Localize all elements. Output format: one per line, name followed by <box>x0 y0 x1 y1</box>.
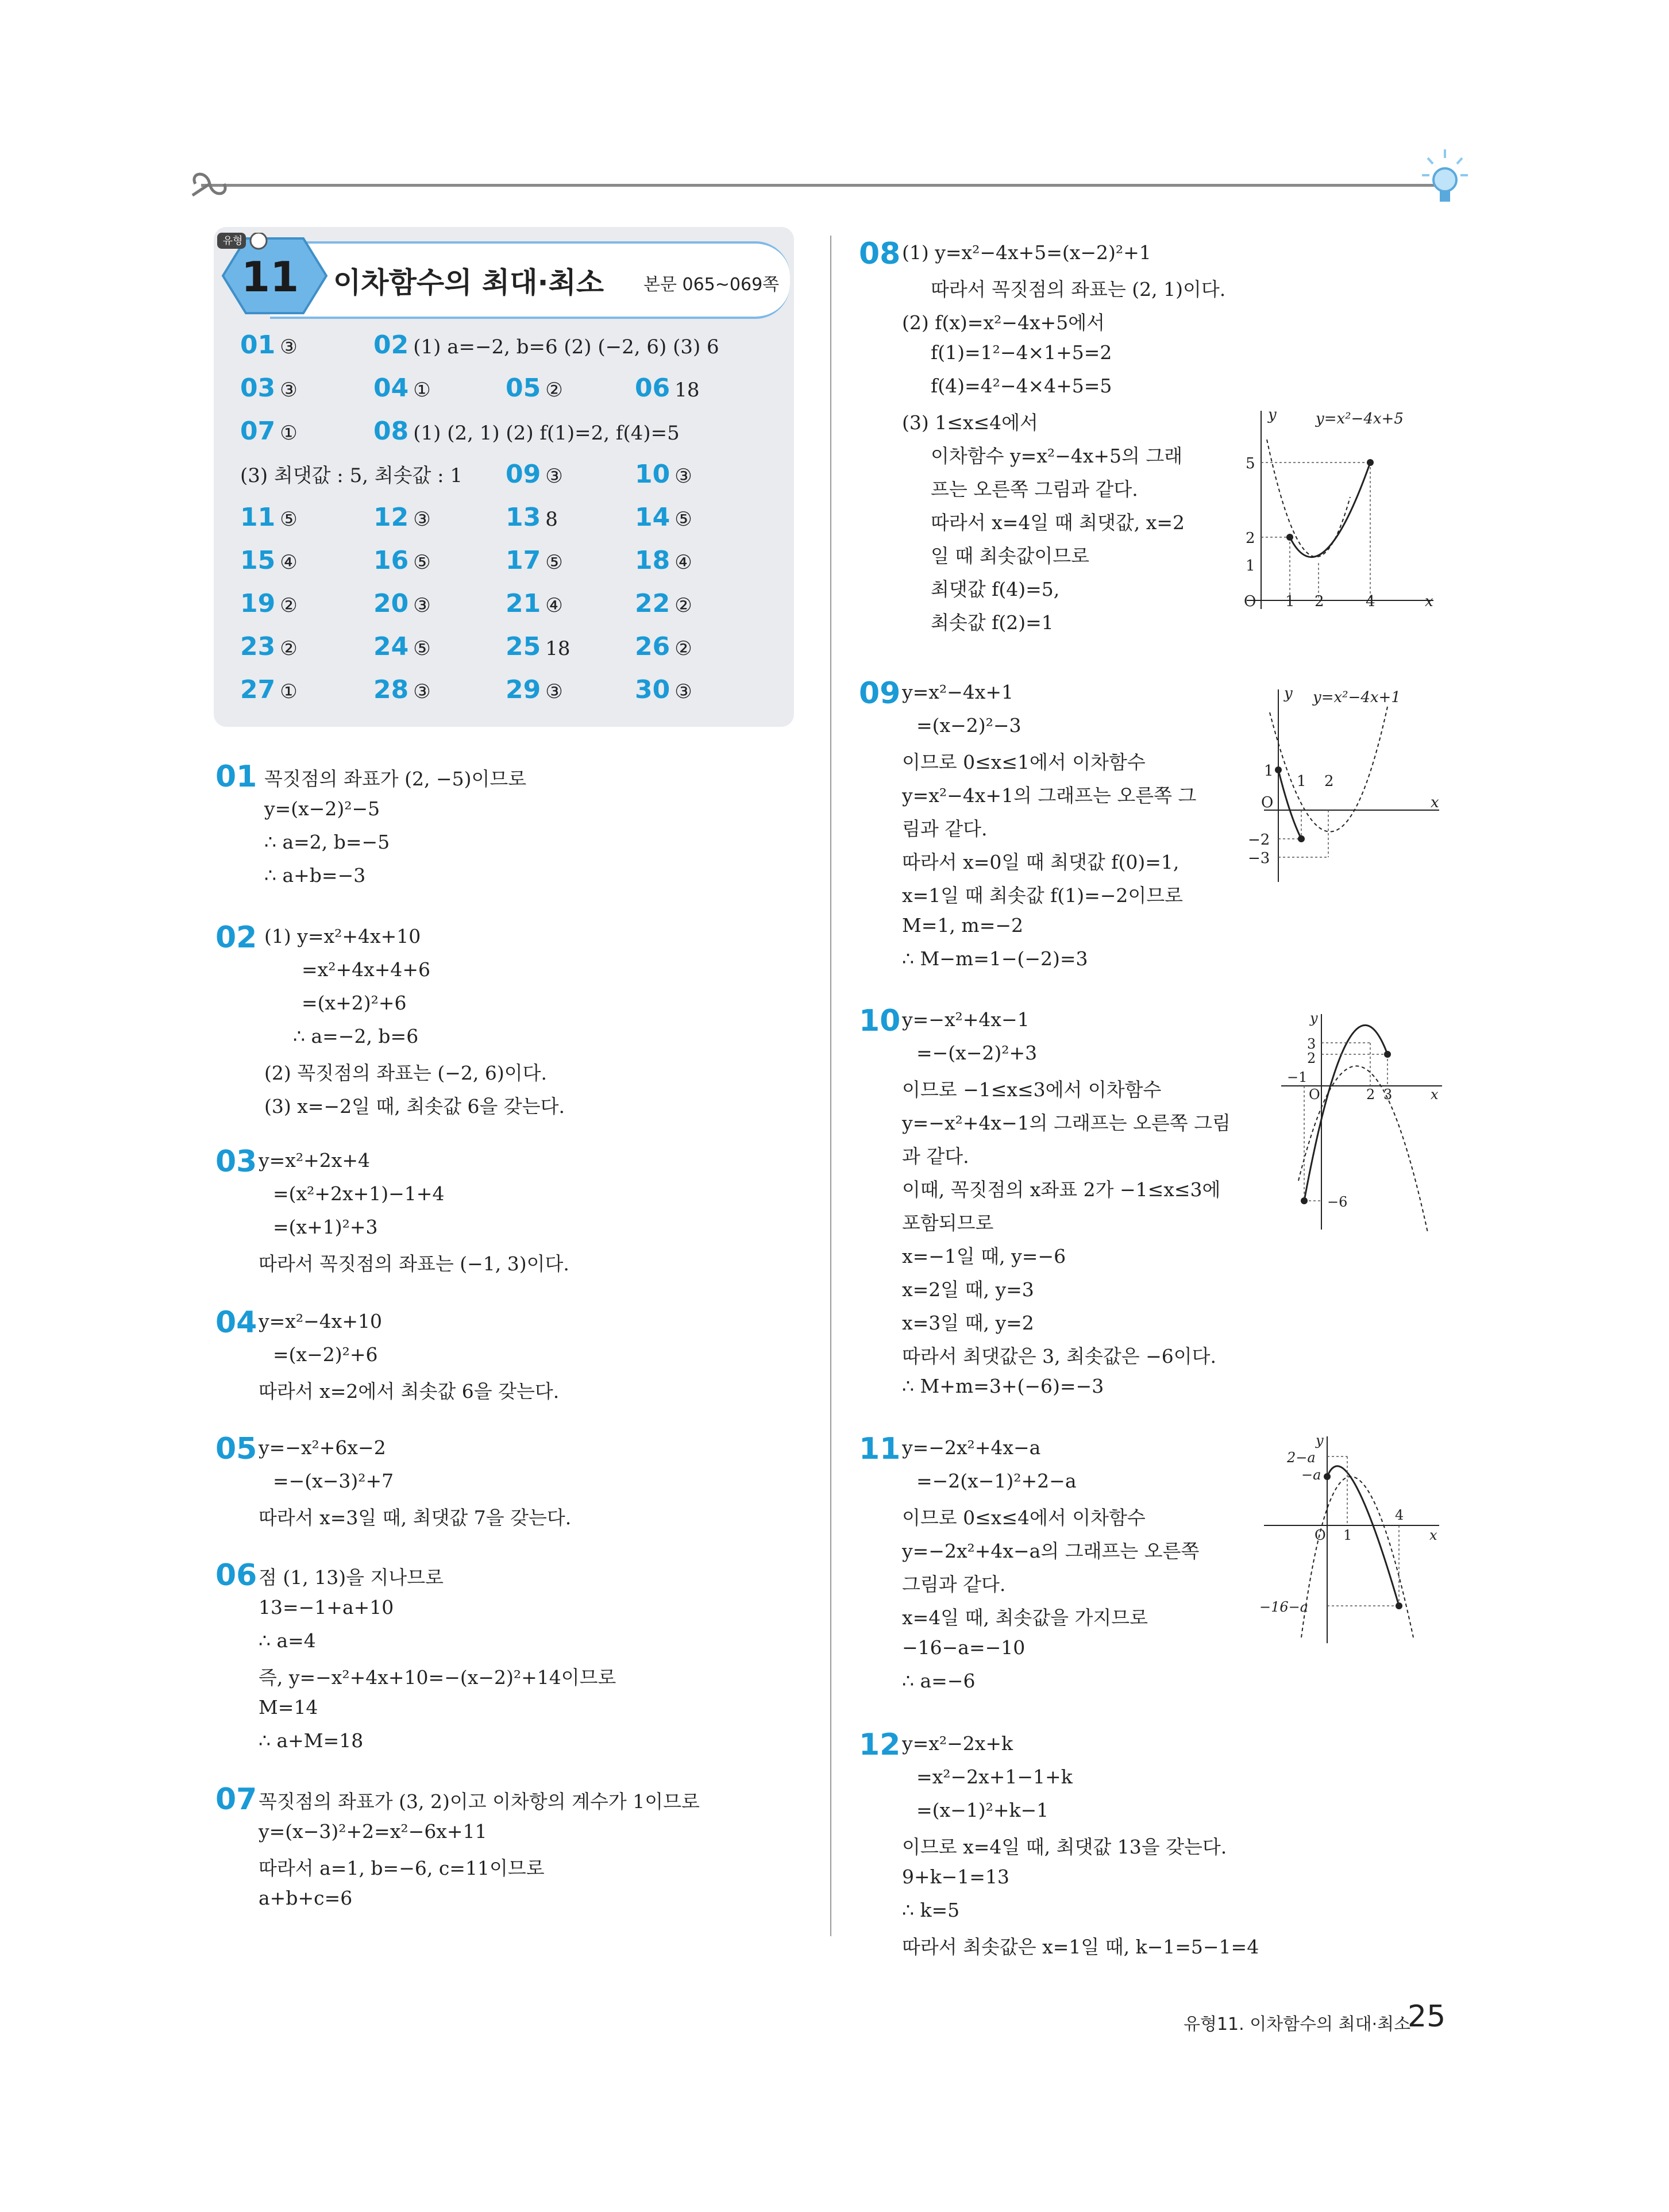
answer-07: 07 ① <box>240 417 298 446</box>
solution-line: (2) 꼭짓점의 좌표는 (−2, 6)이다. <box>264 1062 547 1084</box>
solution-number: 11 <box>859 1432 901 1466</box>
answer-27: 27 ① <box>240 675 298 704</box>
tick-label: 1 <box>1297 773 1306 790</box>
tick-label: 2 <box>1246 530 1255 547</box>
solution-number: 07 <box>215 1782 257 1817</box>
solution-number: 01 <box>215 760 257 794</box>
origin-label: O <box>1309 1086 1320 1103</box>
answer-26: 26 ② <box>635 632 692 661</box>
graph-08 <box>1235 405 1442 612</box>
solution-line: 꼭짓점의 좌표가 (2, −5)이므로 <box>264 768 527 790</box>
solution-line: 따라서 a=1, b=−6, c=11이므로 <box>259 1857 545 1879</box>
answer-10: 10 ③ <box>635 460 692 489</box>
solution-number: 03 <box>215 1144 257 1179</box>
solution-line: 이차함수 y=x²−4x+5의 그래 <box>931 445 1183 467</box>
tick-label: 1 <box>1246 557 1255 575</box>
solution-line: =(x−2)²+6 <box>273 1343 378 1366</box>
solution-line: 따라서 x=4일 때 최댓값, x=2 <box>931 511 1185 534</box>
solution-line: =−(x−3)²+7 <box>273 1470 394 1492</box>
solution-line: M=1, m=−2 <box>902 914 1024 937</box>
solution-line: y=x²−2x+k <box>902 1732 1013 1755</box>
top-rule <box>201 184 1442 187</box>
solution-line: x=3일 때, y=2 <box>902 1312 1034 1334</box>
solution-line: ∴ a=4 <box>259 1629 316 1652</box>
solution-line: 따라서 꼭짓점의 좌표는 (−1, 3)이다. <box>259 1253 569 1275</box>
answer-12: 12 ③ <box>373 503 431 532</box>
answer-19: 19 ② <box>240 589 298 618</box>
solution-number: 05 <box>215 1432 257 1466</box>
solution-line: ∴ a=−2, b=6 <box>293 1025 419 1047</box>
y-axis-label: y <box>1316 1432 1324 1448</box>
tick-label: 2 <box>1307 1050 1316 1066</box>
solution-line: 9+k−1=13 <box>902 1866 1009 1888</box>
point-max <box>1367 459 1374 466</box>
solution-line: 이므로 −1≤x≤3에서 이차함수 <box>902 1078 1162 1101</box>
tick-label: −16−a <box>1259 1599 1309 1615</box>
solution-line: y=x²−4x+10 <box>259 1310 383 1332</box>
tick-label: 5 <box>1246 455 1255 472</box>
solution-line: =−2(x−1)²+2−a <box>916 1470 1077 1492</box>
solution-line: f(1)=1²−4×1+5=2 <box>931 341 1112 364</box>
solution-line: ∴ a+b=−3 <box>264 864 366 887</box>
solution-line: 점 (1, 13)을 지나므로 <box>259 1566 444 1589</box>
column-divider <box>830 236 831 1936</box>
tick-label: 1 <box>1264 762 1274 780</box>
solution-line: 따라서 최솟값은 x=1일 때, k−1=5−1=4 <box>902 1936 1259 1958</box>
solution-line: 최댓값 f(4)=5, <box>931 578 1060 600</box>
x-axis-label: x <box>1431 1086 1439 1103</box>
solution-line: −16−a=−10 <box>902 1636 1026 1659</box>
solution-line: x=1일 때 최솟값 f(1)=−2이므로 <box>902 884 1184 907</box>
tick-label: −2 <box>1248 831 1270 849</box>
point-max <box>1275 766 1282 773</box>
solution-number: 08 <box>859 237 901 271</box>
y-axis-label: y <box>1268 406 1277 423</box>
solution-line: y=−x²+4x−1 <box>902 1008 1030 1031</box>
origin-label: O <box>1261 794 1274 811</box>
answer-28: 28 ③ <box>373 675 431 704</box>
solution-line: ∴ k=5 <box>902 1899 960 1921</box>
tick-label: 4 <box>1366 593 1375 610</box>
point <box>1286 534 1293 541</box>
solution-line: y=x²−4x+1 <box>902 681 1014 703</box>
solution-line: y=(x−2)²−5 <box>264 797 380 820</box>
x-axis-label: x <box>1429 1527 1437 1543</box>
solution-line: 림과 같다. <box>902 818 988 840</box>
solution-line: x=−1일 때, y=−6 <box>902 1245 1066 1267</box>
solution-line: M=14 <box>259 1696 318 1718</box>
origin-label: O <box>1244 593 1256 610</box>
solution-line: 일 때 최솟값이므로 <box>931 545 1090 567</box>
answer-16: 16 ⑤ <box>373 546 431 575</box>
solution-line: =−(x−2)²+3 <box>916 1042 1038 1064</box>
tick-label: −a <box>1301 1467 1321 1483</box>
y-axis-label: y <box>1284 685 1293 702</box>
solution-line: (1) y=x²−4x+5=(x−2)²+1 <box>902 241 1151 264</box>
solution-line: 따라서 x=2에서 최솟값 6을 갖는다. <box>259 1380 560 1402</box>
solution-line: =(x+2)²+6 <box>302 992 407 1014</box>
solution-line: y=x²−4x+1의 그래프는 오른쪽 그 <box>902 784 1197 807</box>
solution-line: 따라서 x=3일 때, 최댓값 7을 갖는다. <box>259 1506 572 1529</box>
answer-30: 30 ③ <box>635 675 692 704</box>
solution-line: 13=−1+a+10 <box>259 1596 394 1618</box>
x-axis-label: x <box>1425 593 1433 610</box>
point <box>1384 1051 1391 1058</box>
solution-line: a+b+c=6 <box>259 1887 353 1909</box>
answer-20: 20 ③ <box>373 589 431 618</box>
solution-line: 프는 오른쪽 그림과 같다. <box>931 478 1138 500</box>
solution-line: (3) x=−2일 때, 최솟값 6을 갖는다. <box>264 1095 565 1117</box>
curve-solid <box>1290 463 1370 557</box>
solution-line: ∴ M−m=1−(−2)=3 <box>902 947 1088 970</box>
tick-label: −3 <box>1248 850 1270 867</box>
solution-line: =(x−1)²+k−1 <box>916 1799 1049 1821</box>
answer-04: 04 ① <box>373 373 431 403</box>
answer-18: 18 ④ <box>635 546 692 575</box>
tick-label: −1 <box>1287 1069 1308 1085</box>
solution-line: 꼭짓점의 좌표가 (3, 2)이고 이차항의 계수가 1이므로 <box>259 1790 700 1813</box>
answer-15: 15 ④ <box>240 546 298 575</box>
answer-13: 13 8 <box>506 503 558 532</box>
solution-line: y=−2x²+4x−a의 그래프는 오른쪽 <box>902 1540 1200 1562</box>
page-title: 이차함수의 최대·최소 <box>333 266 604 299</box>
answer-02: 02 (1) a=−2, b=6 (2) (−2, 6) (3) 6 <box>373 330 719 360</box>
solution-line: =(x−2)²−3 <box>916 714 1022 737</box>
origin-label: O <box>1315 1527 1326 1543</box>
solution-line: =x²+4x+4+6 <box>302 958 431 981</box>
solution-line: ∴ a+M=18 <box>259 1729 364 1752</box>
solution-line: ∴ M+m=3+(−6)=−3 <box>902 1375 1104 1397</box>
solution-line: 즉, y=−x²+4x+10=−(x−2)²+14이므로 <box>259 1666 616 1689</box>
answer-08-3: (3) 최댓값 : 5, 최솟값 : 1 <box>240 464 463 487</box>
curve-solid <box>1327 1466 1399 1606</box>
answer-14: 14 ⑤ <box>635 503 692 532</box>
function-label: y=x²−4x+1 <box>1313 689 1401 706</box>
graph-10 <box>1275 1008 1448 1238</box>
ribbon-knot-icon <box>190 167 230 201</box>
curve-solid <box>1304 1025 1387 1201</box>
page-reference: 본문 065~069쪽 <box>643 275 780 295</box>
point-min <box>1396 1602 1402 1609</box>
answer-17: 17 ⑤ <box>506 546 563 575</box>
tick-label: 2 <box>1324 773 1334 790</box>
solution-number: 10 <box>859 1004 901 1038</box>
answer-06: 06 18 <box>635 373 700 403</box>
solution-line: (1) y=x²+4x+10 <box>264 925 421 947</box>
solution-line: =(x+1)²+3 <box>273 1216 378 1238</box>
point <box>1324 1473 1331 1480</box>
solution-number: 02 <box>215 920 257 955</box>
point-min <box>1298 835 1305 842</box>
solution-line: 최솟값 f(2)=1 <box>931 611 1054 634</box>
solution-line: x=2일 때, y=3 <box>902 1278 1034 1301</box>
answer-03: 03 ③ <box>240 373 298 403</box>
solution-line: 그림과 같다. <box>902 1573 1006 1596</box>
solution-line: y=−2x²+4x−a <box>902 1436 1041 1459</box>
solution-line: (2) f(x)=x²−4x+5에서 <box>902 311 1105 334</box>
answer-08: 08 (1) (2, 1) (2) f(1)=2, f(4)=5 <box>373 417 680 446</box>
solution-line: y=(x−3)²+2=x²−6x+11 <box>259 1820 487 1843</box>
answer-23: 23 ② <box>240 632 298 661</box>
answer-25: 25 18 <box>506 632 571 661</box>
solution-number: 09 <box>859 676 901 711</box>
solution-line: (3) 1≤x≤4에서 <box>902 411 1038 434</box>
solution-number: 06 <box>215 1558 257 1593</box>
tick-label: 3 <box>1383 1086 1393 1103</box>
solution-number: 04 <box>215 1305 257 1340</box>
solution-line: x=4일 때, 최솟값을 가지므로 <box>902 1606 1148 1629</box>
answer-21: 21 ④ <box>506 589 563 618</box>
tick-label: 2 <box>1366 1086 1375 1103</box>
solution-line: 이므로 x=4일 때, 최댓값 13을 갖는다. <box>902 1836 1227 1858</box>
solution-line: f(4)=4²−4×4+5=5 <box>931 375 1112 397</box>
x-axis-label: x <box>1431 794 1439 811</box>
solution-line: =x²−2x+1−1+k <box>916 1766 1073 1788</box>
tick-label: 1 <box>1343 1527 1352 1543</box>
tick-label: −6 <box>1327 1194 1348 1210</box>
solution-line: 포함되므로 <box>902 1212 994 1234</box>
solution-line: =(x²+2x+1)−1+4 <box>273 1182 445 1205</box>
page-number: 25 <box>1408 1999 1446 2034</box>
point-min <box>1301 1197 1308 1204</box>
graph-09 <box>1247 684 1448 891</box>
tick-label: 1 <box>1285 593 1295 610</box>
curve-dashed <box>1270 707 1387 832</box>
curve-dashed <box>1301 1477 1413 1637</box>
answer-09: 09 ③ <box>506 460 563 489</box>
solution-line: 따라서 x=0일 때 최댓값 f(0)=1, <box>902 851 1180 873</box>
tick-label: 3 <box>1307 1036 1316 1052</box>
solution-line: 따라서 꼭짓점의 좌표는 (2, 1)이다. <box>931 278 1226 300</box>
solution-line: 이므로 0≤x≤1에서 이차함수 <box>902 751 1146 773</box>
tick-label: 2 <box>1315 593 1324 610</box>
tick-label: 2−a <box>1287 1450 1316 1466</box>
solution-line: 이므로 0≤x≤4에서 이차함수 <box>902 1506 1146 1529</box>
solution-line: y=−x²+6x−2 <box>259 1436 386 1459</box>
answer-24: 24 ⑤ <box>373 632 431 661</box>
lightbulb-icon <box>1419 147 1471 210</box>
solution-line: ∴ a=2, b=−5 <box>264 831 390 853</box>
y-axis-label: y <box>1310 1010 1318 1026</box>
tick-label: 4 <box>1395 1507 1404 1523</box>
section-tag: 유형 <box>222 235 243 247</box>
answer-05: 05 ② <box>506 373 563 403</box>
curve-dashed <box>1267 440 1350 557</box>
answer-29: 29 ③ <box>506 675 563 704</box>
answer-22: 22 ② <box>635 589 692 618</box>
answer-11: 11 ⑤ <box>240 503 298 532</box>
footer-section-label: 유형11. 이차함수의 최대·최소 <box>1184 2014 1411 2034</box>
graph-11 <box>1258 1431 1448 1649</box>
solution-number: 12 <box>859 1728 901 1762</box>
solution-line: y=−x²+4x−1의 그래프는 오른쪽 그림 <box>902 1112 1231 1134</box>
solution-line: 이때, 꼭짓점의 x좌표 2가 −1≤x≤3에 <box>902 1178 1221 1201</box>
answer-01: 01 ③ <box>240 330 298 360</box>
solution-line: ∴ a=−6 <box>902 1670 976 1692</box>
solution-line: 과 같다. <box>902 1145 969 1167</box>
section-number: 11 <box>241 253 299 301</box>
function-label: y=x²−4x+5 <box>1316 410 1404 427</box>
solution-line: 따라서 최댓값은 3, 최솟값은 −6이다. <box>902 1345 1216 1367</box>
solution-line: y=x²+2x+4 <box>259 1149 371 1171</box>
